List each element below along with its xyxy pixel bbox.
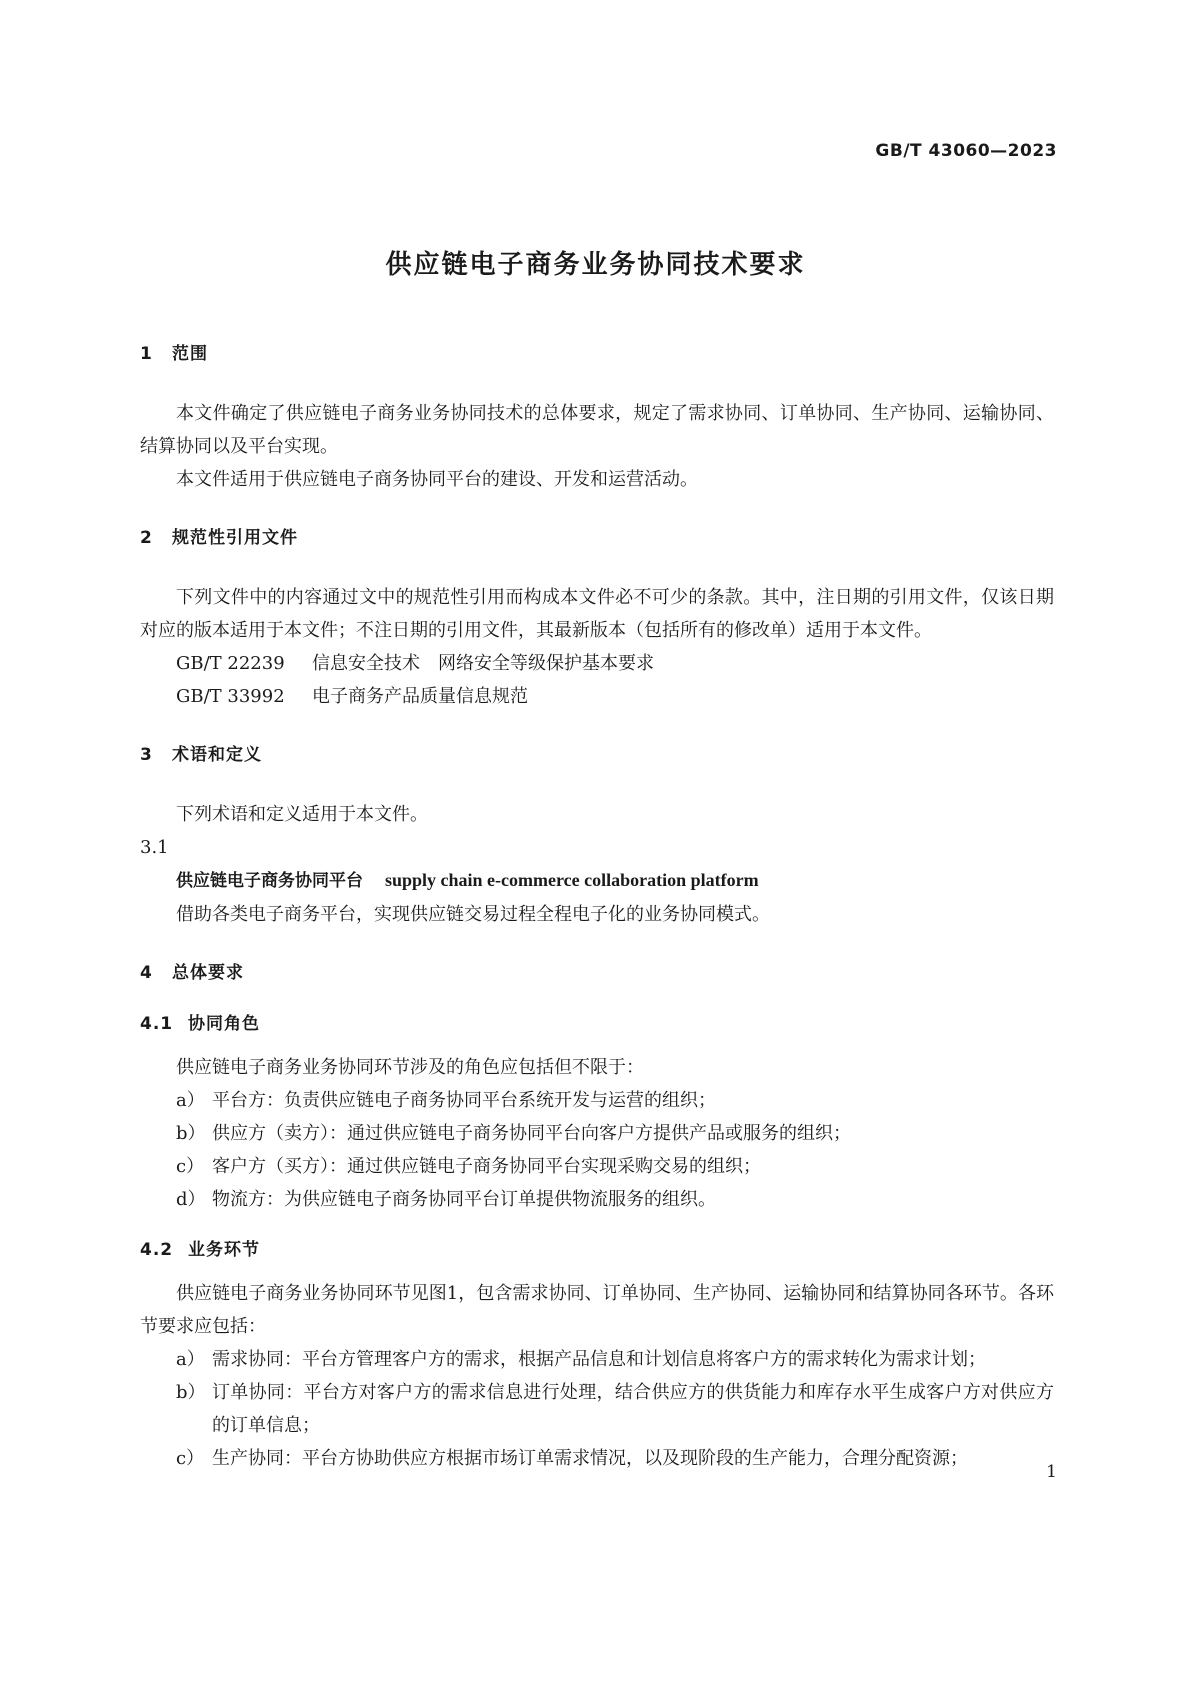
reference-item [140, 680, 1054, 713]
term-number: 3.1 [140, 837, 169, 858]
reference-item [140, 647, 1054, 680]
section-title: 规范性引用文件 [172, 528, 298, 548]
list-item [140, 1376, 1054, 1442]
term-definition: 借助各类电子商务平台，实现供应链交易过程全程电子化的业务协同模式。 [176, 904, 770, 925]
list-marker: d） [176, 1189, 206, 1210]
list-text: 平台方：负责供应链电子商务协同平台系统开发与运营的组织； [212, 1090, 716, 1111]
section-number: 4 [140, 963, 153, 983]
subsection-number: 4.2 [140, 1240, 174, 1260]
section-2-heading [140, 522, 1054, 555]
paragraph: 下列术语和定义适用于本文件。 [176, 804, 428, 825]
standard-code: GB/T 43060—2023 [875, 141, 1057, 161]
subsection-title: 协同角色 [188, 1014, 260, 1034]
paragraph: 本文件适用于供应链电子商务协同平台的建设、开发和运营活动。 [176, 469, 698, 490]
list-item [140, 1084, 1054, 1117]
list-text: 物流方：为供应链电子商务协同平台订单提供物流服务的组织。 [212, 1189, 716, 1210]
document-body [140, 338, 1054, 1475]
section-title: 范围 [172, 344, 208, 364]
list-text: 客户方（买方）：通过供应链电子商务协同平台实现采购交易的组织； [212, 1156, 761, 1177]
section-number: 1 [140, 344, 153, 364]
reference-code: GB/T 22239 [176, 653, 285, 674]
list-text: 订单协同：平台方对客户方的需求信息进行处理，结合供应方的供货能力和库存水平生成客户方对供应方的订单信息； [212, 1382, 1054, 1436]
paragraph: 供应链电子商务业务协同环节涉及的角色应包括但不限于： [176, 1057, 644, 1078]
section-number: 3 [140, 745, 153, 765]
paragraph: 供应链电子商务业务协同环节见图1，包含需求协同、订单协同、生产协同、运输协同和结算协同各环节。各环节要求应包括： [140, 1283, 1054, 1337]
section-1-heading [140, 338, 1054, 371]
reference-title: 信息安全技术 网络安全等级保护基本要求 [312, 653, 654, 674]
reference-title: 电子商务产品质量信息规范 [312, 686, 528, 707]
paragraph: 下列文件中的内容通过文中的规范性引用而构成本文件必不可少的条款。其中，注日期的引用文件，仅该日期对应的版本适用于本文件；不注日期的引用文件，其最新版本（包括所有的修改单）适用于本文件。 [140, 587, 1054, 641]
list-marker: c） [176, 1156, 205, 1177]
subsection-4-1-heading [140, 1008, 1054, 1041]
subsection-4-2-heading [140, 1234, 1054, 1267]
section-4-heading [140, 957, 1054, 990]
section-title: 总体要求 [172, 963, 244, 983]
list-item [140, 1442, 1054, 1475]
list-marker: b） [176, 1382, 206, 1403]
section-3-heading [140, 739, 1054, 772]
subsection-number: 4.1 [140, 1014, 174, 1034]
document-title: 供应链电子商务业务协同技术要求 [385, 250, 806, 280]
page-number: 1 [1046, 1462, 1057, 1482]
list-marker: a） [176, 1349, 205, 1370]
list-item [140, 1150, 1054, 1183]
list-marker: a） [176, 1090, 205, 1111]
list-marker: b） [176, 1123, 206, 1144]
list-marker: c） [176, 1448, 205, 1469]
term-english: supply chain e-commerce collaboration platform [385, 870, 759, 890]
term-chinese: 供应链电子商务协同平台 [176, 871, 363, 891]
subsection-title: 业务环节 [188, 1240, 260, 1260]
section-title: 术语和定义 [172, 745, 262, 765]
section-number: 2 [140, 528, 153, 548]
term-entry [140, 864, 1054, 898]
paragraph: 本文件确定了供应链电子商务业务协同技术的总体要求，规定了需求协同、订单协同、生产协同、运输协同、结算协同以及平台实现。 [140, 403, 1054, 457]
list-text: 需求协同：平台方管理客户方的需求，根据产品信息和计划信息将客户方的需求转化为需求计划； [212, 1349, 986, 1370]
list-text: 生产协同：平台方协助供应方根据市场订单需求情况，以及现阶段的生产能力，合理分配资源； [212, 1448, 968, 1469]
list-item [140, 1343, 1054, 1376]
list-item [140, 1183, 1054, 1216]
list-item [140, 1117, 1054, 1150]
list-text: 供应方（卖方）：通过供应链电子商务协同平台向客户方提供产品或服务的组织； [212, 1123, 851, 1144]
reference-code: GB/T 33992 [176, 686, 285, 707]
